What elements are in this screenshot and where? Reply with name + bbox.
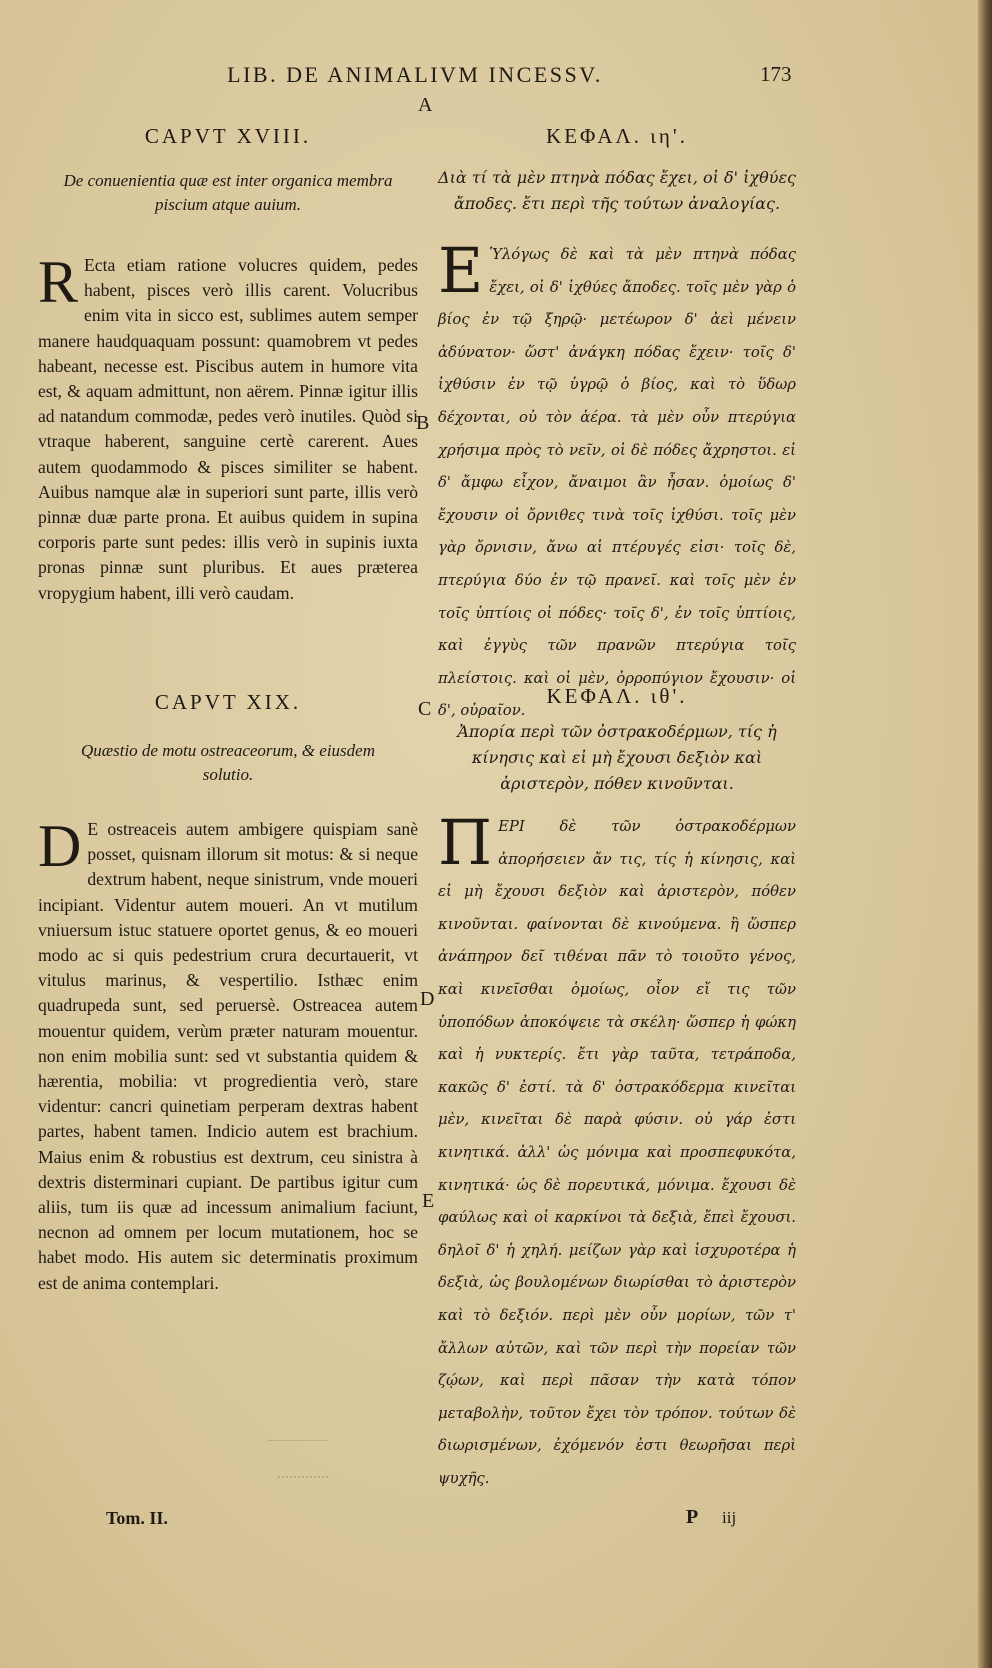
- signature-number: iij: [722, 1508, 737, 1527]
- section-marker-e: E: [422, 1190, 435, 1212]
- latin-ch19-text: E ostreaceis autem ambigere quispiam sanè posset, quisnam illorum sit motus: & si neque dextrum habent, neque sinistrum, vnde moueri incipiant. Videntur autem moueri. An vt mutilum vniuersum istuc statuere oportet genus, & eo moueri modo ac si quis pedestrium crura decurtauerit, vt vitulus marinus, & vespertilio. Isthæc enim quadrupeda sunt, sed peruersè. Ostreacea autem mouentur quidem, verùm præter naturam mouentur. non enim mobilia sunt: sed vt substantia quidem & hærentia, mobilia: vt progredientia verò, stare videntur: cancri quinetiam perperam dextras habent partes, habent tamen. Indicio autem est brachium. Maius enim & robustius est dextrum, ceu sinistra à dextris disterminari cupiant. De partibus igitur cum aliis, tum iis quæ ad incessum animalium faciunt, necnon ad omnem per locum mutationem, hoc se habet modo. His autem sic determinatis proximum est de anima contemplari.: [38, 819, 418, 1293]
- greek-ch18-subtitle: Διὰ τί τὰ μὲν πτηνὰ πόδας ἔχει, οἱ δ' ἰχθύες ἄποδες. ἔτι περὶ τῆς τούτων ἀναλογίας.: [438, 168, 796, 213]
- greek-ch19-subtitle: Ἀπορία περὶ τῶν ὀστρακοδέρμων, τίς ἡ κίνησις καὶ εἰ μὴ ἔχουσι δεξιὸν καὶ ἀριστερὸν, πόθεν κινοῦνται.: [457, 722, 777, 793]
- greek-ch19-dropcap: Π: [438, 806, 493, 879]
- greek-ch19-text: ΕΡΙ δὲ τῶν ὀστρακοδέρμων ἀπορήσειεν ἄν τις, τίς ἡ κίνησις, καὶ εἰ μὴ ἔχουσι δεξιὸν καὶ ἀριστερὸν, πόθεν κινοῦνται. φαίνονται δὲ κινούμενα. ἢ ὥσπερ ἀνάπηρον δεῖ τιθέναι πᾶν τὸ τοιοῦτο γένος, καὶ κινεῖσθαι ὁμοίως, οἷον εἴ τις τῶν ὑποπόδων ἀποκόψειε τὰ σκέλη· ὥσπερ ἡ φώκη καὶ ἡ νυκτερίς. ἔτι γὰρ ταῦτα, τετράποδα, κακῶς δ' ἐστί. τὰ δ' ὀστρακόδερμα κινεῖται μὲν, κινεῖται δὲ παρὰ φύσιν. οὐ γάρ ἐστι κινητικά. ἀλλ' ὡς μόνιμα καὶ προσπεφυκότα, κινητικά· ὡς δὲ πορευτικά, μόνιμα. ἔχουσι δὲ φαύλως καὶ οἱ καρκίνοι τὰ δεξιὰ, ἔπεὶ ἔχουσι. δηλοῖ δ' ἡ χηλή. μείζων γὰρ καὶ ἰσχυροτέρα ἡ δεξιὰ, ὡς βουλομένων διωρίσθαι τὸ ἀριστερὸν καὶ τὸ δεξιόν. περὶ μὲν οὖν μορίων, τῶν τ' ἄλλων αὐτῶν, καὶ τῶν περὶ τὴν πορείαν τῶν ζῴων, καὶ περὶ πᾶσαν τὴν κατὰ τόπον μεταβολὴν, τοῦτον ἔχει τὸν τρόπον. τούτων δὲ διωρισμένων, ἐχόμενόν ἐστι θεωρῆσαι περὶ ψυχῆς.: [438, 818, 796, 1487]
- volume-label: Tom. II.: [106, 1508, 168, 1528]
- signature-mark: P: [686, 1506, 699, 1528]
- latin-ch19-title: CAPVT XIX.: [154, 690, 302, 714]
- greek-ch19-title: ΚΕΦΑΛ. ιθ'.: [546, 684, 688, 708]
- greek-ch19-body: [438, 806, 796, 1495]
- section-marker-c: C: [418, 698, 432, 720]
- latin-ch19-subtitle: Quæstio de motu ostreaceorum, & eiusdem solutio.: [80, 741, 375, 784]
- latin-ch19: [38, 690, 418, 1296]
- greek-ch18-dropcap: Ε: [438, 234, 484, 307]
- section-marker-a: A: [418, 94, 433, 116]
- page-number: 173: [760, 62, 792, 86]
- latin-ch19-body: [38, 813, 418, 1296]
- latin-ch19-dropcap: D: [38, 813, 82, 879]
- greek-ch18-body: [438, 234, 796, 728]
- ink-mark: [278, 1476, 328, 1486]
- running-head: LIB. DE ANIMALIVM INCESSV.: [227, 62, 603, 87]
- greek-ch18-text: Ὑλόγως δὲ καὶ τὰ μὲν πτηνὰ πόδας ἔχει, οἱ δ' ἰχθύες ἄποδες. τοῖς μὲν γὰρ ὁ βίος ἐν τῷ ξηρῷ· μετέωρον δ' ἀεὶ μένειν ἀδύνατον· ὥστ' ἀνάγκη πόδας ἔχειν· τοῖς δ' ἰχθύσιν ἐν τῷ ὑγρῷ ὁ βίος, καὶ τὸ ὕδωρ δέχονται, οὐ τὸν ἀέρα. τὰ μὲν οὖν πτερύγια χρήσιμα πρὸς τὸ νεῖν, οἱ δὲ πόδες ἄχρηστοι. εἰ δ' ἄμφω εἶχον, ἄναιμοι ἂν ἦσαν. ὁμοίως δ' ἔχουσιν οἱ ὄρνιθες τινὰ τοῖς ἰχθύσι. τοῖς μὲν γὰρ ὄρνισιν, ἄνω αἱ πτέρυγές εἰσι· τοῖς δὲ, πτερύγια δύο ἐν τῷ πρανεῖ. καὶ τοῖς μὲν ἐν τοῖς ὑπτίοις οἱ πόδες· τοῖς δ', ἐν τοῖς ὑπτίοις, καὶ ἐγγὺς τῶν πρανῶν πτερύγια τοῖς πλείστοις. καὶ οἱ μὲν, ὀρροπύγιον ἔχουσιν· οἱ δ', οὐραῖον.: [438, 246, 796, 720]
- ink-mark: [268, 1440, 328, 1453]
- latin-ch18-text: Ecta etiam ratione volucres quidem, pedes habent, pisces verò illis carent. Volucribus enim vita in sicco est, sublimes autem semper manere haudquaquam possunt: quamobrem vt pedes habeant, necesse est. Piscibus autem in humore vita est, & aquam admittunt, non aërem. Pinnæ igitur illis ad natandum commodæ, pedes verò inutiles. Quòd si vtraque haberent, sanguine certè carerent. Aues autem quodammodo & pisces similiter se habent. Auibus namque alæ in superiori sunt parte, illis verò pinnæ duæ parte prona. Et auibus quidem in supina corporis parte sunt pedes: illis verò in supinis iuxta pronas pinnæ sunt pluribus. Et aues præterea vropygium habent, illi verò caudam.: [38, 255, 418, 603]
- book-spine: [978, 0, 992, 1668]
- greek-ch18-title: ΚΕΦΑΛ. ιη'.: [546, 124, 688, 148]
- greek-ch18: [438, 124, 796, 728]
- latin-ch18-subtitle: De conuenientia quæ est inter organica membra piscium atque auium.: [63, 171, 393, 214]
- section-marker-d: D: [420, 988, 435, 1010]
- latin-ch18-title: CAPVT XVIII.: [144, 124, 312, 148]
- section-marker-b: B: [416, 412, 430, 434]
- greek-ch19: [438, 684, 796, 1495]
- latin-ch18-dropcap: R: [38, 249, 79, 315]
- latin-ch18: [38, 124, 418, 606]
- latin-ch18-body: [38, 249, 418, 606]
